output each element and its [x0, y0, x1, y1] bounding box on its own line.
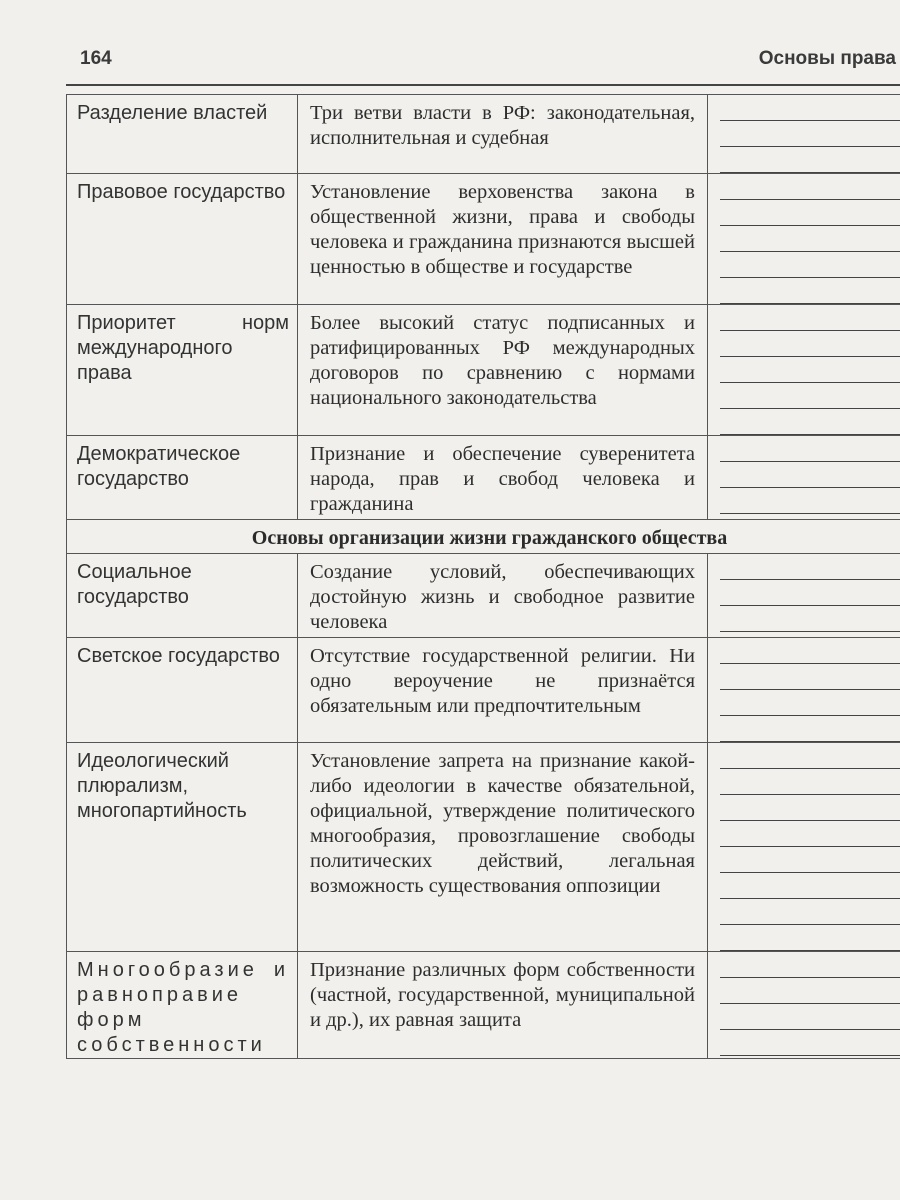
definition-cell	[298, 554, 708, 638]
blank-answer-line[interactable]	[720, 383, 900, 409]
definition-cell	[298, 305, 708, 436]
table-row	[67, 638, 900, 743]
term: Приоритет норм международного права	[77, 312, 289, 384]
definition: Признание и обеспечение суверенитета народа, прав и свобод человека и гражданина	[310, 443, 695, 515]
blank-answer-line[interactable]	[720, 252, 900, 278]
blank-answer-line[interactable]	[720, 1004, 900, 1030]
blank-answer-line[interactable]	[720, 305, 900, 331]
blank-answer-line[interactable]	[720, 952, 900, 978]
blank-answer-line[interactable]	[720, 554, 900, 580]
blank-answer-line[interactable]	[720, 769, 900, 795]
blank-answer-line[interactable]	[720, 462, 900, 488]
definition-cell	[298, 436, 708, 520]
blank-answer-line[interactable]	[720, 95, 900, 121]
term: Социальное государство	[77, 561, 192, 608]
blank-answer-line[interactable]	[720, 580, 900, 606]
term-cell	[67, 305, 298, 436]
blank-answer-line[interactable]	[720, 409, 900, 435]
definition: Установление запрета на признание какой-либо идеологии в качестве обязательной, официальной, утверждение политического многообразия, провозглашение свободы политических действий, легальная возможность существования оппозиции	[310, 750, 695, 897]
term: Правовое государство	[77, 181, 286, 203]
blank-answer-line[interactable]	[720, 664, 900, 690]
blank-answer-line[interactable]	[720, 638, 900, 664]
term-cell	[67, 95, 298, 174]
table-row	[67, 554, 900, 638]
table-row	[67, 743, 900, 952]
definition: Установление верховенства закона в общественной жизни, права и свободы человека и гражданина признаются высшей ценностью в обществе и государстве	[310, 181, 695, 278]
blank-answer-line[interactable]	[720, 978, 900, 1004]
term: Многообразие и равноправие форм собственности	[77, 959, 289, 1056]
blank-answer-line[interactable]	[720, 873, 900, 899]
blank-answer-line[interactable]	[720, 174, 900, 200]
blank-answer-line[interactable]	[720, 226, 900, 252]
blank-answer-line[interactable]	[720, 278, 900, 304]
definition: Признание различных форм собственности (частной, государственной, муниципальной и др.), их равная защита	[310, 959, 695, 1031]
definition: Отсутствие государственной религии. Ни одно вероучение не признаётся обязательным или предпочтительным	[310, 645, 695, 717]
term: Демократическое государство	[77, 443, 241, 490]
table-row	[67, 436, 900, 520]
blank-answer-line[interactable]	[720, 488, 900, 514]
page-header	[80, 48, 900, 78]
answer-cell	[708, 952, 900, 1059]
blank-answer-line[interactable]	[720, 121, 900, 147]
term: Разделение властей	[77, 102, 268, 124]
blank-answer-line[interactable]	[720, 606, 900, 632]
blank-answer-line[interactable]	[720, 331, 900, 357]
answer-cell	[708, 638, 900, 743]
definition: Более высокий статус подписанных и ратифицированных РФ международных договоров по сравнению с нормами национального законодательства	[310, 312, 695, 409]
answer-cell	[708, 554, 900, 638]
term: Светское государство	[77, 645, 280, 667]
principles-table	[66, 94, 900, 1059]
answer-cell	[708, 174, 900, 305]
term-cell	[67, 554, 298, 638]
term-cell	[67, 174, 298, 305]
definition-cell	[298, 743, 708, 952]
blank-answer-line[interactable]	[720, 716, 900, 742]
running-title: Основы права	[758, 48, 896, 69]
page-number: 164	[80, 48, 112, 69]
section-heading-body	[67, 520, 900, 554]
term-cell	[67, 952, 298, 1059]
table-row	[67, 305, 900, 436]
answer-cell	[708, 305, 900, 436]
blank-answer-line[interactable]	[720, 436, 900, 462]
blank-answer-line[interactable]	[720, 899, 900, 925]
section-cell	[67, 520, 900, 554]
table-row	[67, 952, 900, 1059]
blank-answer-line[interactable]	[720, 357, 900, 383]
definition-cell	[298, 174, 708, 305]
blank-answer-line[interactable]	[720, 147, 900, 173]
definition-cell	[298, 952, 708, 1059]
term-cell	[67, 743, 298, 952]
blank-answer-line[interactable]	[720, 1030, 900, 1056]
blank-answer-line[interactable]	[720, 743, 900, 769]
blank-answer-line[interactable]	[720, 200, 900, 226]
header-rule	[66, 84, 900, 86]
definition: Создание условий, обеспечивающих достойную жизнь и свободное развитие человека	[310, 561, 695, 633]
table-body-top	[67, 95, 900, 520]
blank-answer-line[interactable]	[720, 795, 900, 821]
definition-cell	[298, 638, 708, 743]
blank-answer-line[interactable]	[720, 821, 900, 847]
table-row	[67, 95, 900, 174]
term: Идеологический плюрализм, многопартийность	[77, 750, 247, 822]
blank-answer-line[interactable]	[720, 925, 900, 951]
blank-answer-line[interactable]	[720, 690, 900, 716]
section-title: Основы организации жизни гражданского общества	[251, 527, 728, 549]
definition: Три ветви власти в РФ: законодательная, исполнительная и судебная	[310, 102, 695, 149]
blank-answer-line[interactable]	[720, 847, 900, 873]
section-row	[67, 520, 900, 554]
term-cell	[67, 638, 298, 743]
definition-cell	[298, 95, 708, 174]
answer-cell	[708, 743, 900, 952]
table-row	[67, 174, 900, 305]
answer-cell	[708, 436, 900, 520]
term-cell	[67, 436, 298, 520]
answer-cell	[708, 95, 900, 174]
table-body-bottom	[67, 554, 900, 1059]
